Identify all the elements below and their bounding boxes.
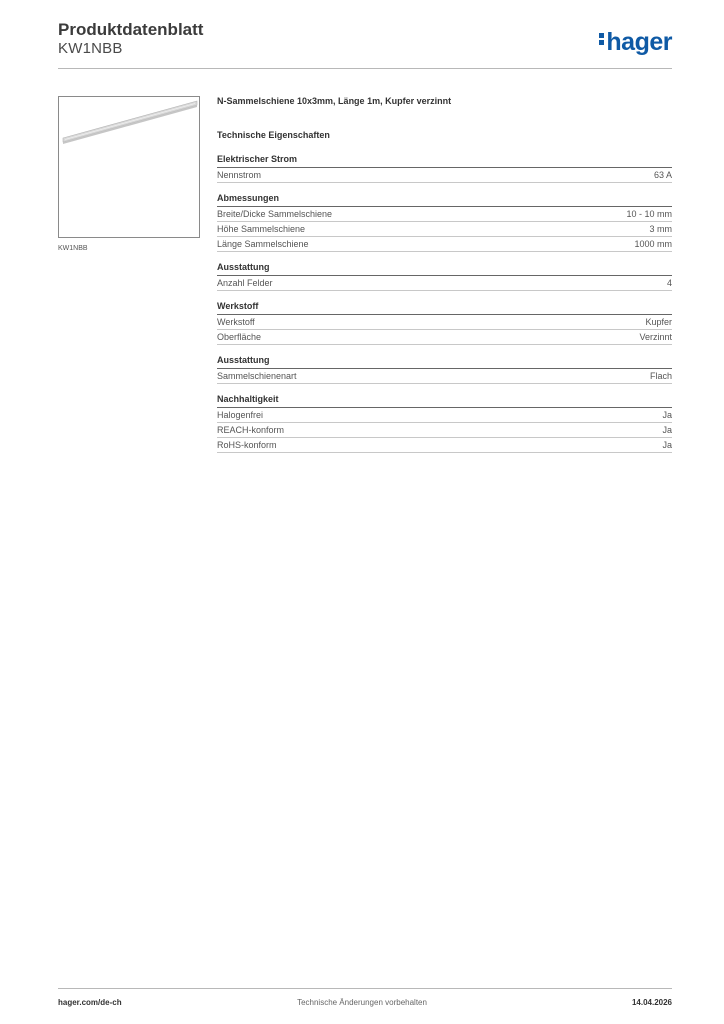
spec-value: Flach bbox=[649, 371, 672, 381]
footer-notice: Technische Änderungen vorbehalten bbox=[297, 998, 427, 1007]
logo-dots-icon bbox=[599, 31, 604, 47]
footer-website: hager.com/de-ch bbox=[58, 998, 122, 1007]
spec-row bbox=[217, 222, 672, 237]
spec-row bbox=[217, 438, 672, 453]
spec-group-title: Ausstattung bbox=[217, 355, 672, 369]
image-caption: KW1NBB bbox=[58, 245, 88, 252]
logo-text: hager bbox=[606, 28, 672, 56]
spec-row bbox=[217, 237, 672, 252]
product-name: N-Sammelschiene 10x3mm, Länge 1m, Kupfer verzinnt bbox=[217, 96, 452, 106]
spec-group-title: Ausstattung bbox=[217, 262, 672, 276]
spec-group bbox=[217, 394, 672, 453]
spec-row bbox=[217, 168, 672, 183]
footer-date: 14.04.2026 bbox=[631, 998, 672, 1007]
document-title: Produktdatenblatt bbox=[58, 20, 204, 39]
spec-label: Halogenfrei bbox=[217, 410, 264, 420]
spec-label: Nennstrom bbox=[217, 170, 262, 180]
spec-label: REACH-konform bbox=[217, 425, 285, 435]
hager-logo bbox=[599, 30, 672, 55]
footer-divider bbox=[58, 988, 672, 989]
spec-row bbox=[217, 315, 672, 330]
spec-group bbox=[217, 301, 672, 345]
spec-value: 63 A bbox=[653, 170, 672, 180]
spec-group bbox=[217, 355, 672, 384]
spec-group-title: Nachhaltigkeit bbox=[217, 394, 672, 408]
spec-value: 1000 mm bbox=[634, 239, 672, 249]
spec-label: Höhe Sammelschiene bbox=[217, 224, 306, 234]
spec-label: Länge Sammelschiene bbox=[217, 239, 309, 249]
spec-group bbox=[217, 154, 672, 183]
spec-group bbox=[217, 193, 672, 252]
spec-label: RoHS-konform bbox=[217, 440, 277, 450]
spec-row bbox=[217, 276, 672, 291]
spec-content bbox=[217, 96, 672, 453]
spec-row bbox=[217, 408, 672, 423]
spec-row bbox=[217, 423, 672, 438]
spec-row bbox=[217, 207, 672, 222]
spec-group bbox=[217, 262, 672, 291]
busbar-image-icon bbox=[59, 97, 199, 237]
spec-value: 10 - 10 mm bbox=[626, 209, 672, 219]
spec-value: Ja bbox=[662, 425, 672, 435]
spec-value: Kupfer bbox=[645, 317, 672, 327]
spec-row bbox=[217, 330, 672, 345]
spec-value: Verzinnt bbox=[639, 332, 672, 342]
spec-group-title: Elektrischer Strom bbox=[217, 154, 672, 168]
spec-label: Breite/Dicke Sammelschiene bbox=[217, 209, 333, 219]
spec-label: Oberfläche bbox=[217, 332, 262, 342]
spec-value: Ja bbox=[662, 440, 672, 450]
spec-group-title: Abmessungen bbox=[217, 193, 672, 207]
product-image bbox=[58, 96, 200, 238]
spec-label: Anzahl Felder bbox=[217, 278, 273, 288]
spec-value: Ja bbox=[662, 410, 672, 420]
spec-label: Werkstoff bbox=[217, 317, 255, 327]
header-divider bbox=[58, 68, 672, 69]
product-code: KW1NBB bbox=[58, 40, 123, 57]
spec-label: Sammelschienenart bbox=[217, 371, 297, 381]
spec-value: 4 bbox=[666, 278, 672, 288]
spec-groups bbox=[217, 154, 672, 453]
section-heading: Technische Eigenschaften bbox=[217, 130, 330, 140]
spec-value: 3 mm bbox=[649, 224, 672, 234]
spec-group-title: Werkstoff bbox=[217, 301, 672, 315]
spec-row bbox=[217, 369, 672, 384]
